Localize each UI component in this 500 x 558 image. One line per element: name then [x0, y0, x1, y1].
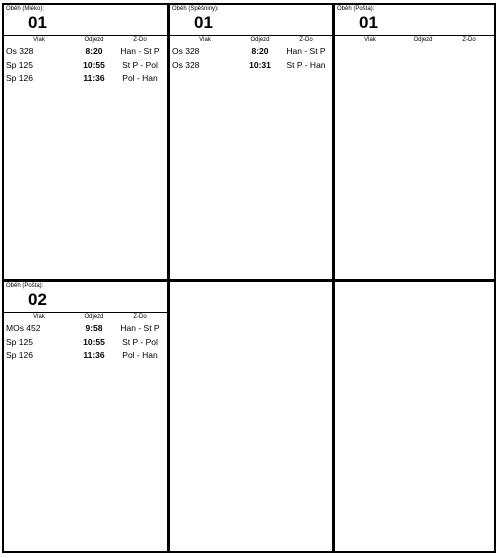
table-row	[4, 336, 167, 350]
table-row	[4, 72, 167, 86]
zdo-cell: Pol - Han	[122, 73, 158, 83]
odjezd-cell: 10:55	[83, 59, 105, 70]
zdo-cell: St P - Pol	[122, 59, 158, 70]
panel-empty-2	[335, 282, 494, 551]
vlak-cell: MOs 452	[6, 323, 41, 333]
column-header-vlak: Vlak	[199, 37, 211, 43]
panel-mleko-01	[4, 5, 167, 279]
column-header-zdo: Z-Do	[133, 37, 147, 43]
vlak-cell: Sp 125	[6, 59, 33, 70]
column-header-odjezd: Odjezd	[84, 37, 104, 43]
panel-number: 01	[194, 13, 213, 32]
panel-number: 02	[28, 290, 47, 309]
table-row	[4, 45, 167, 59]
zdo-cell: St P - Han	[286, 59, 326, 70]
header-separator	[4, 35, 167, 36]
panel-spesniny-01	[170, 5, 332, 279]
column-header-zdo: Z-Do	[133, 314, 147, 320]
schedule-sheet	[2, 3, 496, 553]
panel-posta-02	[4, 282, 167, 551]
table-row	[4, 349, 167, 363]
column-header-odjezd: Odjezd	[84, 314, 104, 320]
header-separator	[170, 35, 332, 36]
vlak-cell: Sp 125	[6, 336, 33, 347]
column-header-zdo: Z-Do	[462, 37, 476, 43]
header-separator	[4, 312, 167, 313]
vlak-cell: Sp 126	[6, 350, 33, 360]
odjezd-cell: 9:58	[85, 323, 103, 333]
column-header-zdo: Z-Do	[299, 37, 313, 43]
vlak-cell: Sp 126	[6, 73, 33, 83]
panel-number: 01	[359, 13, 378, 32]
column-header-odjezd: Odjezd	[250, 37, 270, 43]
vlak-cell: Os 328	[6, 46, 34, 56]
panel-posta-01	[335, 5, 494, 279]
odjezd-cell: 8:20	[85, 46, 103, 56]
panel-title: Oběh (Spěšniny):	[172, 6, 219, 12]
table-row	[4, 59, 167, 73]
panel-title: Oběh (Mléko):	[6, 6, 45, 12]
zdo-cell: Han - St P	[120, 323, 160, 333]
odjezd-cell: 8:20	[251, 46, 269, 56]
table-row	[170, 45, 332, 59]
zdo-cell: St P - Pol	[122, 336, 158, 347]
odjezd-cell: 10:31	[249, 59, 271, 70]
panel-empty-1	[170, 282, 332, 551]
zdo-cell: Han - St P	[120, 46, 160, 56]
row-list	[4, 45, 167, 86]
row-list	[4, 322, 167, 363]
table-row	[170, 59, 332, 73]
vlak-cell: Os 328	[172, 59, 200, 70]
row-list	[170, 45, 332, 72]
zdo-cell: Pol - Han	[122, 350, 158, 360]
column-header-vlak: Vlak	[364, 37, 376, 43]
column-header-vlak: Vlak	[33, 314, 45, 320]
panel-title: Oběh (Pošta):	[6, 283, 44, 289]
odjezd-cell: 11:36	[83, 350, 105, 360]
vlak-cell: Os 328	[172, 46, 200, 56]
zdo-cell: Han - St P	[286, 46, 326, 56]
panel-title: Oběh (Pošta):	[337, 6, 375, 12]
header-separator	[335, 35, 494, 36]
column-header-odjezd: Odjezd	[413, 37, 433, 43]
panel-number: 01	[28, 13, 47, 32]
odjezd-cell: 11:36	[83, 73, 105, 83]
column-header-vlak: Vlak	[33, 37, 45, 43]
table-row	[4, 322, 167, 336]
odjezd-cell: 10:55	[83, 336, 105, 347]
